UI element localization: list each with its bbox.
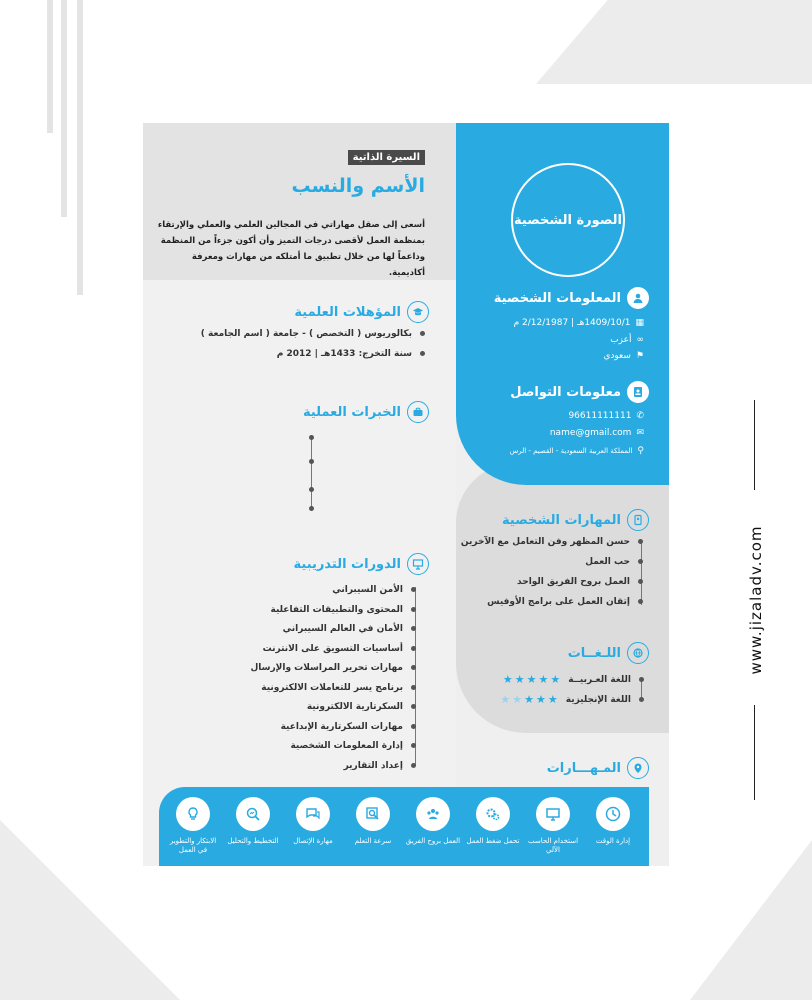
language-name: اللغة العـربيــة <box>568 674 631 685</box>
idea-icon <box>176 797 210 831</box>
timeline-dot <box>309 506 314 511</box>
star-icon: ★ <box>547 693 558 706</box>
clock-icon <box>596 797 630 831</box>
language-arabic <box>503 673 644 686</box>
phone-number[interactable]: ✆ 96611111111 <box>568 411 644 421</box>
list-item: مهارات السكرتارية الإبداعية <box>250 720 417 740</box>
star-icon: ★ <box>500 693 511 706</box>
nationality: ⚑ سعودي <box>603 351 644 361</box>
email-address[interactable]: ✉ name@gmail.com <box>549 428 644 438</box>
chat-icon <box>296 797 330 831</box>
id-badge-icon <box>627 509 649 531</box>
briefcase-icon <box>407 401 429 423</box>
gears-icon <box>476 797 510 831</box>
mail-icon: ✉ <box>636 428 644 438</box>
side-brand <box>726 400 786 800</box>
resume-badge: السيرة الذاتية <box>348 150 425 165</box>
bg-shape-top-right <box>536 0 812 84</box>
personal-skills-list <box>461 535 644 615</box>
list-item: حسن المظهر وفن التعامل مع الآخرين <box>461 535 644 555</box>
star-icon: ★ <box>526 673 537 686</box>
address: ⚲ المملكة العربية السعودية - القصيم - الرس <box>509 446 644 456</box>
star-icon: ★ <box>514 673 525 686</box>
flag-icon: ⚑ <box>635 351 644 361</box>
skill-label: إدارة الوقت <box>595 837 631 845</box>
list-item: الأمن السيبراني <box>250 583 417 603</box>
list-item: العمل بروح الفريق الواحد <box>461 575 644 595</box>
list-item: مهارات تحرير المراسلات والإرسال <box>250 661 417 681</box>
bg-bar-1 <box>47 0 53 133</box>
personal-skills-title: المهارات الشخصية <box>502 509 649 531</box>
person-name: الأسم والنسب <box>291 175 425 197</box>
language-icon <box>627 642 649 664</box>
rings-icon: ∞ <box>636 335 644 345</box>
list-item: بكالوريوس ( التخصص ) - جامعة ( اسم الجامعة ) <box>201 327 426 347</box>
skills-title: المـهـــارات <box>547 757 649 779</box>
resume-page <box>143 123 669 866</box>
user-icon <box>627 287 649 309</box>
skill-teamwork <box>405 797 461 846</box>
bullet-dot <box>639 677 644 682</box>
brand-website: www.jizaladv.com <box>747 525 765 675</box>
marital-status: ∞ أعزب <box>610 335 644 345</box>
list-item: إعداد التقارير <box>250 759 417 779</box>
skill-label: الابتكار والتطوير في العمل <box>169 837 217 854</box>
brand-line-bottom <box>754 705 755 800</box>
skill-label: سرعة التعلم <box>354 837 392 845</box>
skill-communication <box>285 797 341 846</box>
skill-fast-learning <box>345 797 401 846</box>
bg-bar-3 <box>77 0 83 295</box>
languages-title: اللـغــات <box>568 642 649 664</box>
presentation-icon <box>407 553 429 575</box>
graduation-cap-icon <box>407 301 429 323</box>
education-title: المؤهلات العلمية <box>294 301 429 323</box>
personal-info-title: المعلومات الشخصية <box>494 287 649 309</box>
analysis-icon <box>236 797 270 831</box>
star-icon: ★ <box>538 673 549 686</box>
list-item: برنامج يسر للتعاملات الالكترونية <box>250 681 417 701</box>
language-english <box>500 693 644 706</box>
contact-card-icon <box>627 381 649 403</box>
location-pin-icon: ⚲ <box>637 446 644 456</box>
star-icon: ★ <box>536 693 546 706</box>
calendar-icon: ▦ <box>635 318 644 328</box>
rating-stars <box>503 673 560 686</box>
skill-label: التخطيط والتحليل <box>227 837 279 845</box>
timeline-dot <box>309 459 314 464</box>
skill-label: استخدام الحاسب الآلي <box>527 837 579 854</box>
timeline-dot <box>309 487 314 492</box>
list-item: سنة التخرج: 1433هـ | 2012 م <box>201 347 426 367</box>
team-icon <box>416 797 450 831</box>
star-icon: ★ <box>524 693 534 706</box>
experience-title: الخبرات العملية <box>303 401 429 423</box>
phone-icon: ✆ <box>636 411 644 421</box>
rating-stars <box>500 693 557 706</box>
list-item: أساسيات التسويق على الانترنت <box>250 642 417 662</box>
photo-placeholder[interactable] <box>511 163 625 277</box>
monitor-icon <box>536 797 570 831</box>
skill-computer <box>525 797 581 855</box>
list-item: إدارة المعلومات الشخصية <box>250 739 417 759</box>
skill-planning <box>225 797 281 846</box>
skill-label: مهارة الإتصال <box>293 837 333 845</box>
birth-date: ▦ 1409/10/1هـ | 2/12/1987 م <box>513 318 644 328</box>
book-search-icon <box>356 797 390 831</box>
skills-bar <box>159 787 649 866</box>
list-item: إتقان العمل على برامج الأوفيس <box>461 595 644 615</box>
experience-timeline <box>311 435 312 511</box>
bg-shape-bottom-right <box>690 840 812 1000</box>
skill-pressure <box>465 797 521 846</box>
list-item: الأمان في العالم السيبراني <box>250 622 417 642</box>
education-list <box>201 327 426 366</box>
star-icon: ★ <box>550 673 561 686</box>
courses-title: الدورات التدريبية <box>294 553 429 575</box>
list-item: حب العمل <box>461 555 644 575</box>
list-item: المحتوى والتطبيقات التفاعلية <box>250 603 417 623</box>
language-name: اللغة الإنجليزية <box>565 694 631 705</box>
timeline-dot <box>309 435 314 440</box>
bg-bar-2 <box>61 0 67 217</box>
star-icon: ★ <box>502 673 513 686</box>
location-icon <box>627 757 649 779</box>
star-icon: ★ <box>512 693 523 706</box>
photo-label: الصورة الشخصية <box>514 212 622 228</box>
list-item: السكرتارية الالكترونية <box>250 700 417 720</box>
courses-list <box>250 583 417 778</box>
skill-time-management <box>585 797 641 846</box>
skill-innovation <box>165 797 221 855</box>
contact-info-title: معلومات التواصل <box>510 381 649 403</box>
bullet-dot <box>639 697 644 702</box>
skill-label: تحمل ضغط العمل <box>466 837 520 845</box>
summary-text: أسعى إلى صقل مهاراتي في المجالين العلمي والعملي والإرتقاء بمنظمة العمل لأقصى درجات التميز وأن أكون جزءاً من المنظمة وداعماً لها من خلال تطبيق ما أمتلكه من مهارات ومعرفة أكاديمية. <box>157 220 425 278</box>
skill-label: العمل بروح الفريق <box>405 837 461 845</box>
brand-line-top <box>754 400 755 490</box>
